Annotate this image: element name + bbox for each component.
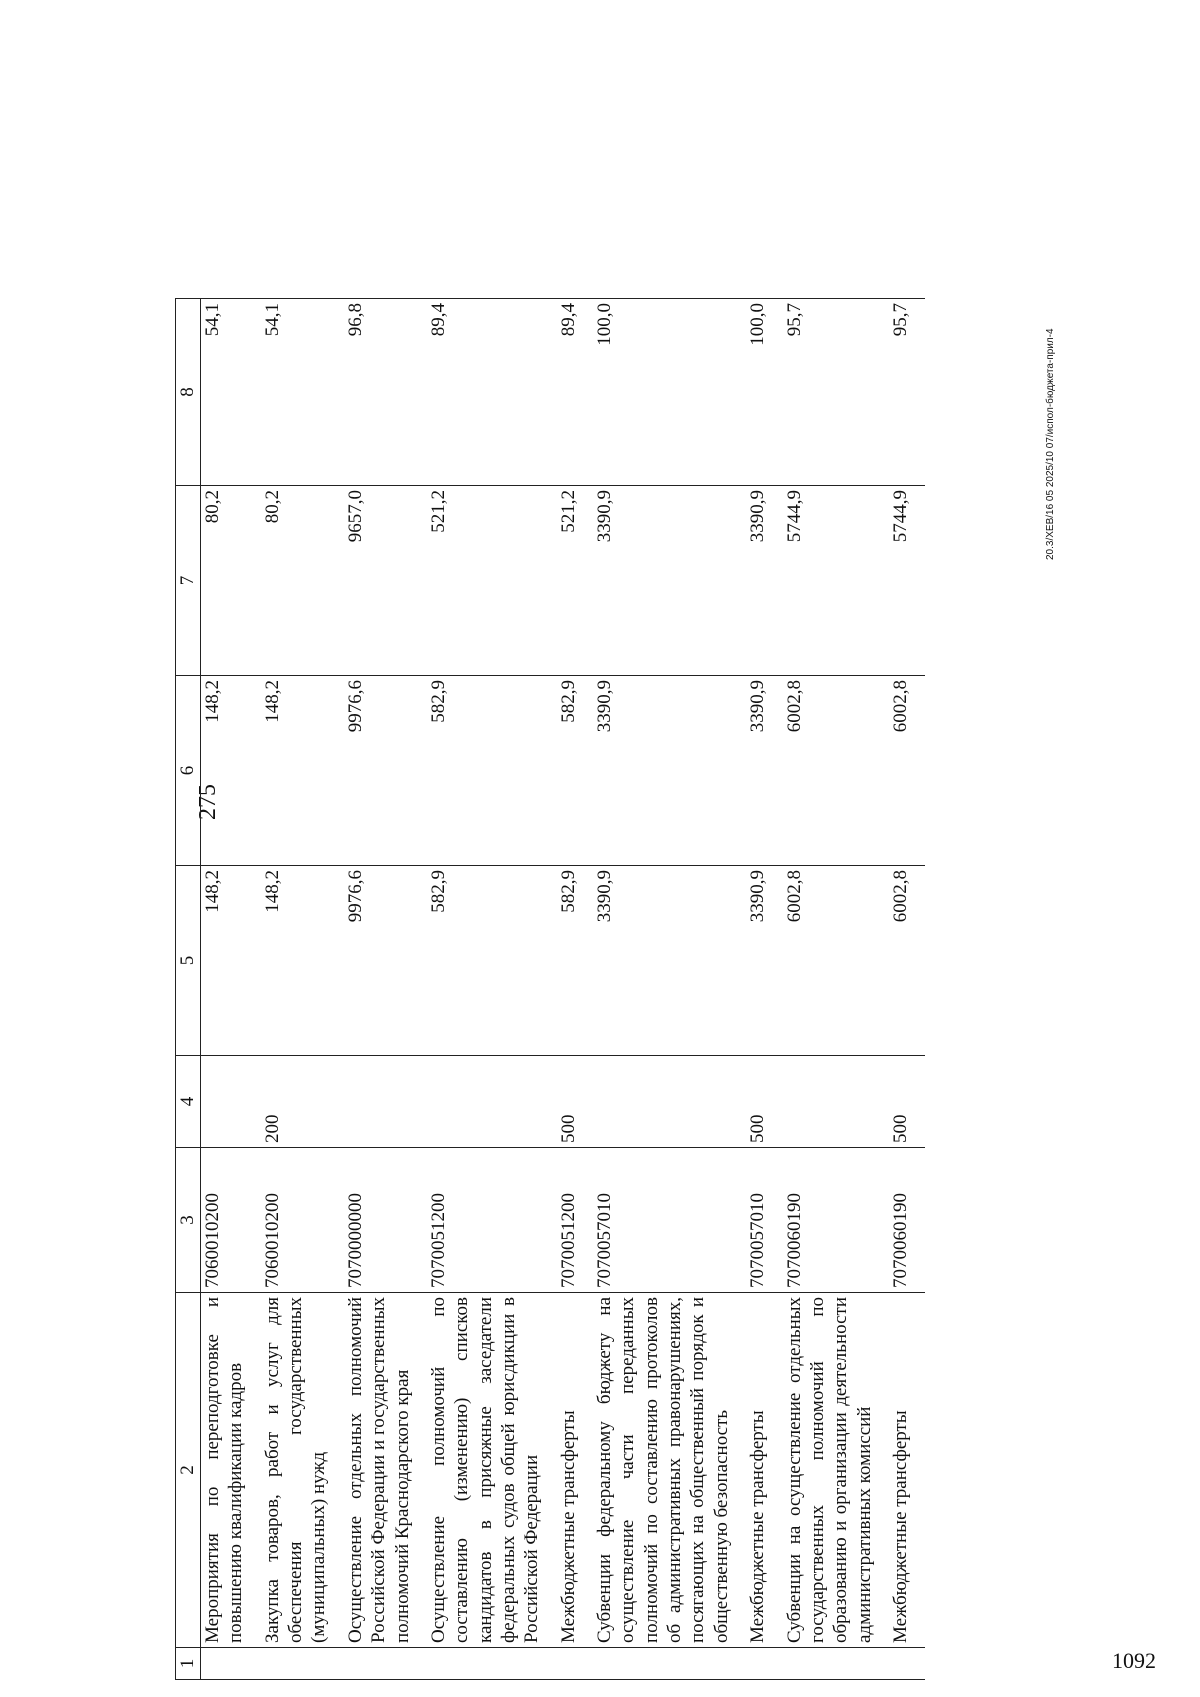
expense-type: 500 <box>557 1056 593 1148</box>
table-row <box>746 299 782 1680</box>
refined-amount: 582,9 <box>427 676 557 866</box>
table-row <box>427 299 557 1680</box>
target-code: 7070051200 <box>557 1148 593 1293</box>
expense-type <box>427 1056 557 1148</box>
approved-amount: 148,2 <box>261 866 344 1056</box>
execution-percent: 100,0 <box>746 299 782 486</box>
executed-amount: 3390,9 <box>746 486 782 676</box>
refined-amount: 3390,9 <box>593 676 746 866</box>
target-code: 7060010200 <box>201 1148 261 1293</box>
col-1-cell <box>201 1648 261 1680</box>
execution-percent: 54,1 <box>261 299 344 486</box>
table-row <box>889 299 925 1680</box>
table-row <box>783 299 889 1680</box>
execution-percent: 89,4 <box>557 299 593 486</box>
refined-amount: 3390,9 <box>746 676 782 866</box>
refined-amount: 6002,8 <box>783 676 889 866</box>
expense-type: 500 <box>889 1056 925 1148</box>
col-1-cell <box>557 1648 593 1680</box>
col-1-cell <box>889 1648 925 1680</box>
row-name: Субвенции на осуществление отдельных государственных полномочий по образованию и организации деятельности административных комиссий <box>783 1293 889 1648</box>
row-name: Межбюджетные трансферты <box>746 1293 782 1648</box>
expense-type <box>783 1056 889 1148</box>
approved-amount: 582,9 <box>557 866 593 1056</box>
execution-percent: 96,8 <box>344 299 427 486</box>
budget-table <box>175 298 925 1680</box>
expense-type: 200 <box>261 1056 344 1148</box>
expense-type <box>201 1056 261 1148</box>
refined-amount: 582,9 <box>557 676 593 866</box>
column-header: 4 <box>176 1056 201 1148</box>
table-body <box>201 299 926 1680</box>
refined-amount: 148,2 <box>261 676 344 866</box>
column-header: 1 <box>176 1648 201 1680</box>
executed-amount: 5744,9 <box>783 486 889 676</box>
refined-amount: 148,2 <box>201 676 261 866</box>
expense-type: 500 <box>746 1056 782 1148</box>
approved-amount: 3390,9 <box>746 866 782 1056</box>
column-number-row <box>176 299 201 1680</box>
executed-amount: 3390,9 <box>593 486 746 676</box>
approved-amount: 6002,8 <box>783 866 889 1056</box>
execution-percent: 95,7 <box>783 299 889 486</box>
execution-percent: 89,4 <box>427 299 557 486</box>
target-code: 7070057010 <box>746 1148 782 1293</box>
execution-percent: 95,7 <box>889 299 925 486</box>
rotated-page-content <box>115 80 1095 1680</box>
table-row <box>344 299 427 1680</box>
col-1-cell <box>783 1648 889 1680</box>
col-1-cell <box>344 1648 427 1680</box>
footer-number: 1092 <box>1112 1648 1156 1673</box>
target-code: 7070060190 <box>783 1148 889 1293</box>
row-name: Закупка товаров, работ и услуг для обеспечения государственных (муниципальных) нужд <box>261 1293 344 1648</box>
column-header: 3 <box>176 1148 201 1293</box>
table-row <box>261 299 344 1680</box>
row-name: Межбюджетные трансферты <box>557 1293 593 1648</box>
col-1-cell <box>261 1648 344 1680</box>
approved-amount: 6002,8 <box>889 866 925 1056</box>
refined-amount: 9976,6 <box>344 676 427 866</box>
col-1-cell <box>427 1648 557 1680</box>
approved-amount: 9976,6 <box>344 866 427 1056</box>
expense-type <box>593 1056 746 1148</box>
table-row <box>557 299 593 1680</box>
expense-type <box>344 1056 427 1148</box>
running-tag: 20.3/XEB/16 05 2025/10 07/испол-бюджета-прил-4 <box>1045 328 1056 560</box>
refined-amount: 6002,8 <box>889 676 925 866</box>
execution-percent: 54,1 <box>201 299 261 486</box>
target-code: 7070057010 <box>593 1148 746 1293</box>
execution-percent: 100,0 <box>593 299 746 486</box>
table-row <box>593 299 746 1680</box>
target-code: 7070051200 <box>427 1148 557 1293</box>
column-header: 8 <box>176 299 201 486</box>
executed-amount: 9657,0 <box>344 486 427 676</box>
executed-amount: 521,2 <box>427 486 557 676</box>
executed-amount: 80,2 <box>201 486 261 676</box>
column-header: 5 <box>176 866 201 1056</box>
executed-amount: 80,2 <box>261 486 344 676</box>
approved-amount: 582,9 <box>427 866 557 1056</box>
row-name: Субвенции федеральному бюджету на осуществление части переданных полномочий по составлению протоколов об административных правонарушениях, посягающих на общественный порядок и общественную безопасность <box>593 1293 746 1648</box>
target-code: 7070000000 <box>344 1148 427 1293</box>
target-code: 7070060190 <box>889 1148 925 1293</box>
approved-amount: 148,2 <box>201 866 261 1056</box>
column-header: 7 <box>176 486 201 676</box>
col-1-cell <box>746 1648 782 1680</box>
col-1-cell <box>593 1648 746 1680</box>
approved-amount: 3390,9 <box>593 866 746 1056</box>
target-code: 7060010200 <box>261 1148 344 1293</box>
table-row <box>201 299 261 1680</box>
column-header: 6 <box>176 676 201 866</box>
row-name: Осуществление отдельных полномочий Российской Федерации и государственных полномочий Краснодарского края <box>344 1293 427 1648</box>
executed-amount: 5744,9 <box>889 486 925 676</box>
row-name: Осуществление полномочий по составлению (изменению) списков кандидатов в присяжные заседатели федеральных судов общей юрисдикции в Российской Федерации <box>427 1293 557 1648</box>
page-number: 275 <box>195 784 221 820</box>
column-header: 2 <box>176 1293 201 1648</box>
executed-amount: 521,2 <box>557 486 593 676</box>
row-name: Мероприятия по переподготовке и повышению квалификации кадров <box>201 1293 261 1648</box>
row-name: Межбюджетные трансферты <box>889 1293 925 1648</box>
